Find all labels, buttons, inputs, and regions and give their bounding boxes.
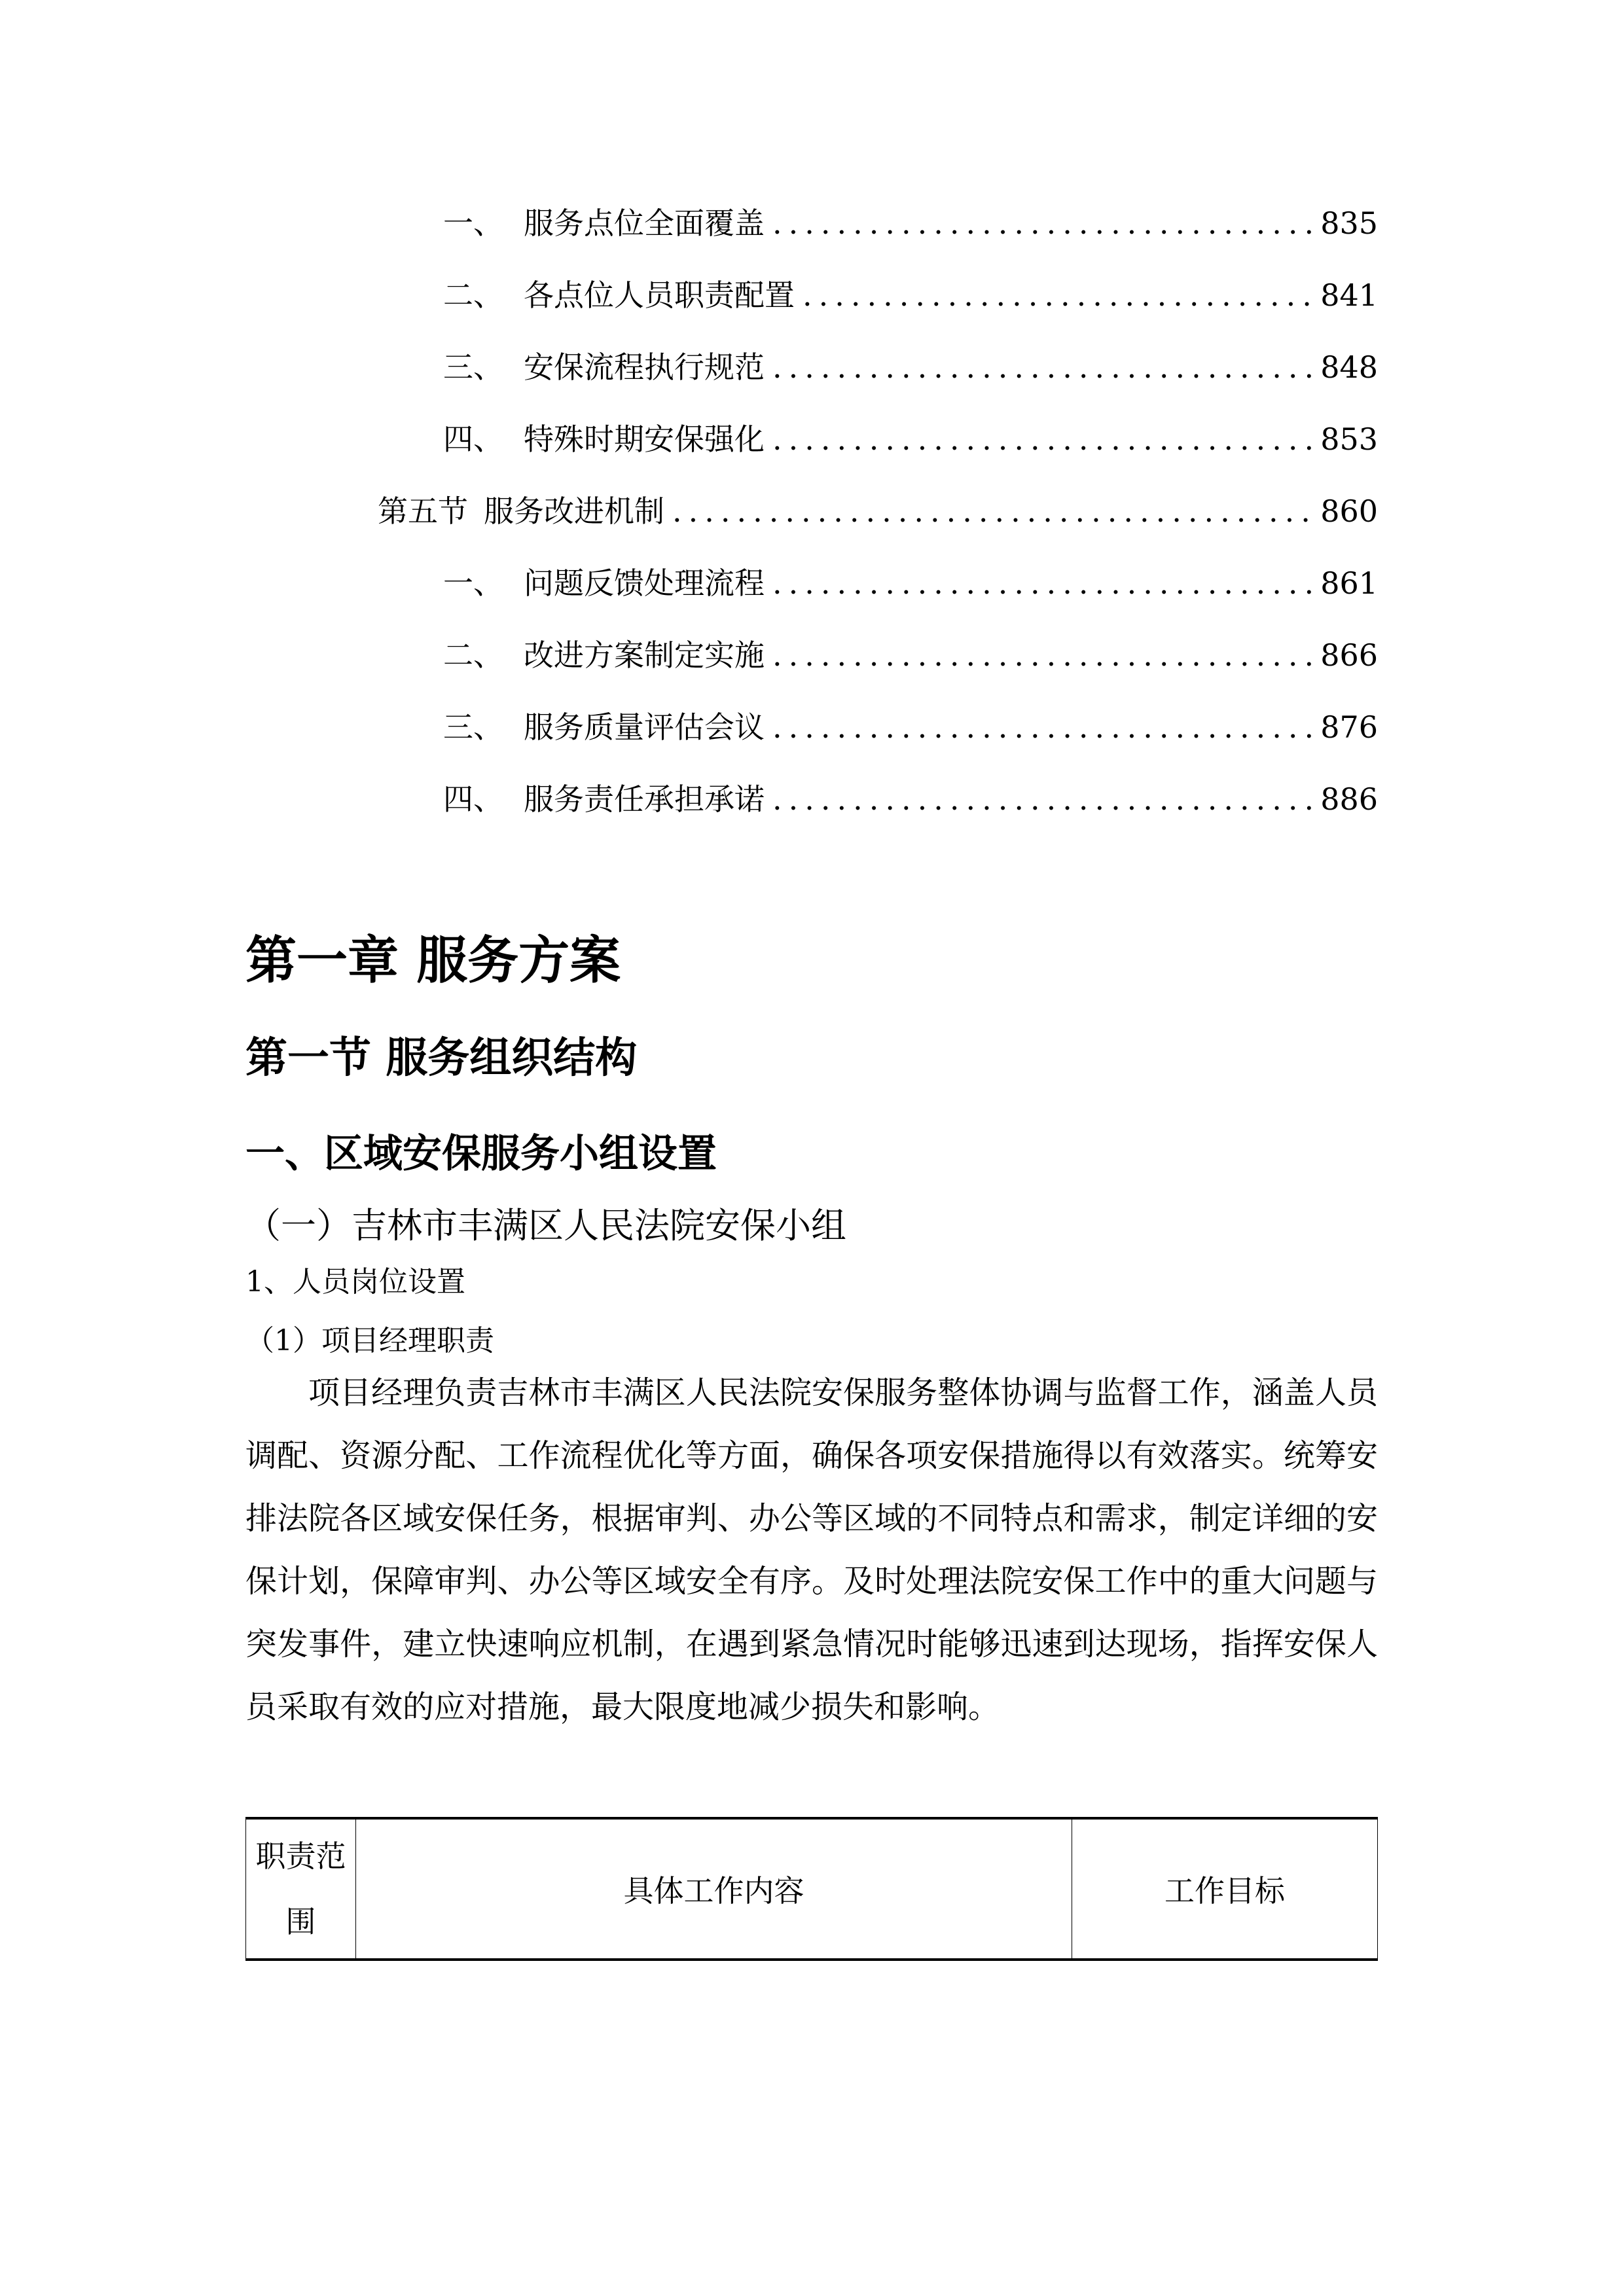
- toc-number: 第五节: [378, 493, 468, 529]
- toc-leader: [772, 350, 1312, 385]
- subsection-heading: 一、区域安保服务小组设置: [245, 1131, 717, 1177]
- toc-entry[interactable]: [443, 560, 1378, 599]
- toc-entry[interactable]: [443, 200, 1378, 239]
- toc-entry[interactable]: [378, 488, 1378, 527]
- section-heading: 第一节 服务组织结构: [245, 1034, 638, 1083]
- toc-page: 866: [1320, 637, 1378, 673]
- toc-number: 四、: [443, 781, 503, 817]
- toc-page: 861: [1320, 565, 1378, 601]
- toc-number: 三、: [443, 709, 503, 745]
- toc-leader: [772, 637, 1312, 673]
- toc-title: 服务改进机制: [484, 493, 664, 529]
- header-goal: 工作目标: [1072, 1818, 1378, 1960]
- toc-leader: [772, 781, 1312, 817]
- toc-title: 安保流程执行规范: [524, 350, 765, 385]
- toc-number: 二、: [443, 637, 503, 673]
- toc-number: 二、: [443, 278, 503, 313]
- toc-leader: [772, 709, 1312, 745]
- toc-leader: [772, 422, 1312, 457]
- responsibility-table: [245, 1817, 1378, 1961]
- toc-number: 一、: [443, 565, 503, 601]
- toc-title: 各点位人员职责配置: [524, 278, 795, 313]
- toc-page: 835: [1320, 206, 1378, 241]
- toc-page: 886: [1320, 781, 1378, 817]
- body-paragraph: 项目经理负责吉林市丰满区人民法院安保服务整体协调与监督工作，涵盖人员调配、资源分配、工作流程优化等方面，确保各项安保措施得以有效落实。统筹安排法院各区域安保任务，根据审判、办公等区域的不同特点和需求，制定详细的安保计划，保障审判、办公等区域安全有序。及时处理法院安保工作中的重大问题与突发事件，建立快速响应机制，在遇到紧急情况时能够迅速到达现场，指挥安保人员采取有效的应对措施，最大限度地减少损失和影响。: [245, 1374, 1378, 1725]
- table-header-row: [246, 1818, 1378, 1960]
- toc-page: 860: [1320, 493, 1378, 529]
- toc-number: 四、: [443, 422, 503, 457]
- toc-entry[interactable]: [443, 272, 1378, 311]
- toc-entry[interactable]: [443, 416, 1378, 455]
- toc-entry[interactable]: [443, 704, 1378, 743]
- toc-leader: [772, 206, 1312, 241]
- toc-page: 853: [1320, 422, 1378, 457]
- group-heading: （一）吉林市丰满区人民法院安保小组: [245, 1205, 846, 1246]
- toc-leader: [803, 278, 1312, 313]
- subitem-heading: （1）项目经理职责: [245, 1324, 494, 1357]
- toc-number: 一、: [443, 206, 503, 241]
- chapter-heading: 第一章 服务方案: [245, 931, 621, 990]
- toc-title: 问题反馈处理流程: [524, 565, 765, 601]
- toc-page: 848: [1320, 350, 1378, 385]
- toc-page: 841: [1320, 278, 1378, 313]
- toc-title: 服务责任承担承诺: [524, 781, 765, 817]
- header-content: 具体工作内容: [356, 1818, 1072, 1960]
- toc-entry[interactable]: [443, 776, 1378, 815]
- toc-leader: [772, 565, 1312, 601]
- toc-page: 876: [1320, 709, 1378, 745]
- toc-title: 特殊时期安保强化: [524, 422, 765, 457]
- toc-title: 服务质量评估会议: [524, 709, 765, 745]
- toc-number: 三、: [443, 350, 503, 385]
- toc-entry[interactable]: [443, 344, 1378, 383]
- toc-title: 服务点位全面覆盖: [524, 206, 765, 241]
- toc-title: 改进方案制定实施: [524, 637, 765, 673]
- toc-entry[interactable]: [443, 632, 1378, 671]
- toc-leader: [672, 493, 1312, 529]
- item-heading: 1、人员岗位设置: [245, 1265, 465, 1299]
- header-scope: 职责范围: [246, 1818, 356, 1960]
